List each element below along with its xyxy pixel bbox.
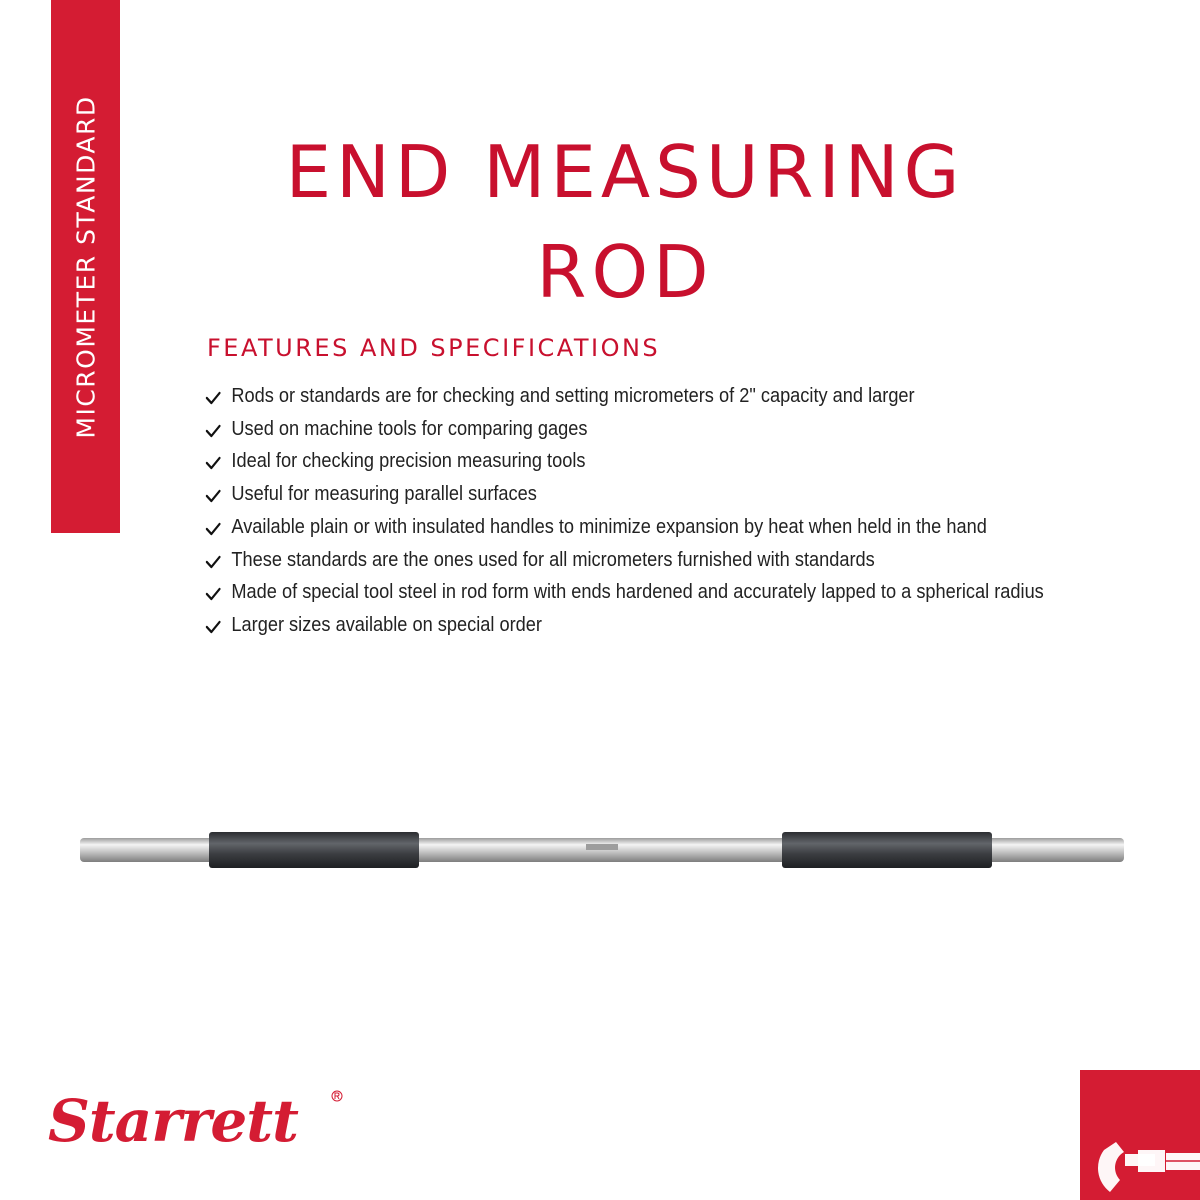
rod-handle-right xyxy=(782,832,992,868)
feature-text: Larger sizes available on special order xyxy=(231,613,542,636)
check-icon xyxy=(205,423,221,439)
feature-text: Available plain or with insulated handles to minimize expansion by heat when held in the hand xyxy=(231,515,987,538)
features-heading: FEATURES AND SPECIFICATIONS xyxy=(207,334,661,362)
starrett-logo: Starrett xyxy=(48,1087,298,1155)
feature-item xyxy=(205,609,1121,642)
feature-item xyxy=(205,445,1121,478)
measuring-rod-image xyxy=(78,832,1126,868)
side-banner-label: MICROMETER STANDARD xyxy=(71,94,100,439)
features-list xyxy=(205,380,1095,642)
micrometer-icon xyxy=(1080,1070,1200,1200)
feature-item xyxy=(205,511,1121,544)
page-title-line-2: ROD xyxy=(536,230,714,314)
check-icon xyxy=(205,488,221,504)
registered-mark-icon xyxy=(331,1090,343,1102)
check-icon xyxy=(205,455,221,471)
feature-text: Made of special tool steel in rod form with ends hardened and accurately lapped to a spherical radius xyxy=(231,581,1044,604)
check-icon xyxy=(205,554,221,570)
side-banner xyxy=(51,0,120,533)
corner-tile xyxy=(1080,1070,1200,1200)
feature-text: Used on machine tools for comparing gages xyxy=(231,417,588,440)
feature-text: Useful for measuring parallel surfaces xyxy=(231,483,537,506)
feature-text: These standards are the ones used for all micrometers furnished with standards xyxy=(231,548,875,571)
check-icon xyxy=(205,586,221,602)
feature-item xyxy=(205,576,1121,609)
feature-text: Ideal for checking precision measuring tools xyxy=(231,450,586,473)
check-icon xyxy=(205,390,221,406)
feature-item xyxy=(205,380,1121,413)
rod-engraving xyxy=(586,844,618,850)
feature-item xyxy=(205,544,1121,577)
feature-item xyxy=(205,413,1121,446)
page-title xyxy=(150,122,1100,322)
check-icon xyxy=(205,521,221,537)
feature-item xyxy=(205,478,1121,511)
feature-text: Rods or standards are for checking and setting micrometers of 2" capacity and larger xyxy=(231,385,915,407)
check-icon xyxy=(205,619,221,635)
page-title-line-1: END MEASURING xyxy=(285,130,965,214)
rod-handle-left xyxy=(209,832,419,868)
